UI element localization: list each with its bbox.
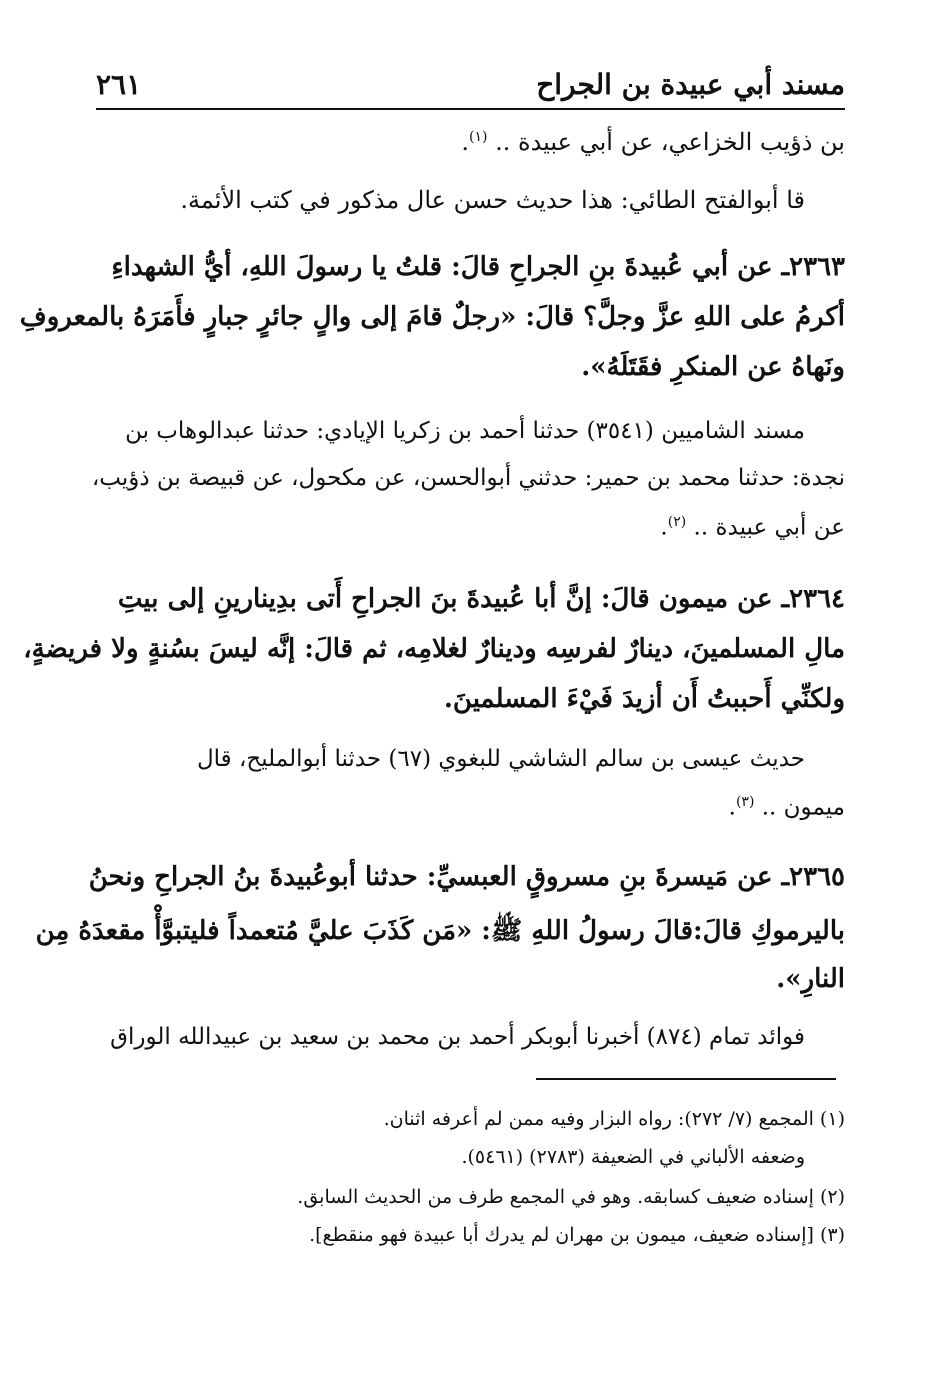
footnote-3: (٣) [إسناده ضعيف، ميمون بن مهران لم يدرك أبا عبيدة فهو منقطع].	[309, 1224, 845, 1246]
running-header	[96, 62, 845, 110]
footnote-1-continued: وضعفه الألباني في الضعيفة (٢٧٨٣) (٥٤٦١).	[461, 1146, 805, 1168]
hadith-2364-line: مالِ المسلمينَ، دينارٌ لفرسِه ودينارٌ لغلامِه، ثم قالَ: إنَّه ليسَ بسُنةٍ ولا فريضةٍ،	[23, 634, 845, 664]
running-title: مسند أبي عبيدة بن الجراح	[536, 68, 845, 101]
header-divider	[96, 108, 845, 110]
footnote-marker-3: (٣)	[735, 794, 755, 810]
footnote-2: (٢) إسناده ضعيف كسابقه. وهو في المجمع طرف من الحديث السابق.	[297, 1186, 845, 1208]
hadith-2363-line: ٢٣٦٣ـ عن أبي عُبيدةَ بنِ الجراحِ قالَ: قلتُ يا رسولَ اللهِ، أيُّ الشهداءِ	[111, 252, 845, 282]
source-line: نجدة: حدثنا محمد بن حمير: حدثني أبوالحسن، عن مكحول، عن قبيصة بن ذؤيب،	[91, 465, 845, 491]
source-line: حديث عيسى بن سالم الشاشي للبغوي (٦٧) حدثنا أبوالمليح، قال	[196, 746, 805, 772]
hadith-2365-line: باليرموكِ قالَ:قالَ رسولُ اللهِ ﷺ: «مَن كَذَبَ عليَّ مُتعمداً فليتبوَّأْ مقعدَهُ مِن	[35, 916, 845, 946]
hadith-2365-line: النارِ».	[776, 964, 845, 994]
source-line: عن أبي عبيدة .. $^{(٢)}$.	[660, 514, 845, 541]
source-line: مسند الشاميين (٣٥٤١) حدثنا أحمد بن زكريا الإيادي: حدثنا عبدالوهاب بن	[125, 418, 805, 444]
hadith-2365-line: ٢٣٦٥ـ عن مَيسرةَ بنِ مسروقٍ العبسيِّ: حدثنا أبوعُبيدةَ بنُ الجراحِ ونحنُ	[88, 862, 845, 892]
footnote-marker-2: (٢)	[667, 514, 687, 530]
footnote-1: (١) المجمع (٧/ ٢٧٢): رواه البزار وفيه ممن لم أعرفه اثنان.	[383, 1108, 845, 1130]
footnote-marker-1: (١)	[469, 129, 488, 145]
text-line: قا أبوالفتح الطائي: هذا حديث حسن عال مذكور في كتب الأئمة.	[180, 186, 805, 214]
text-line: بن ذؤيب الخزاعي، عن أبي عبيدة .. $^{(١)}$.	[461, 128, 845, 156]
hadith-2363-line: أكرمُ على اللهِ عزَّ وجلَّ؟ قالَ: «رجلٌ قامَ إلى والٍ جائرٍ جبارٍ فأَمَرَهُ بالمعروفِ	[19, 302, 845, 332]
hadith-2364-line: ولكنِّي أَحببتُ أَن أزيدَ فَيْءَ المسلمينَ.	[443, 684, 845, 714]
page-number: ٢٦١	[96, 68, 142, 101]
source-line: ميمون .. $^{(٣)}$.	[728, 794, 845, 821]
hadith-2364-line: ٢٣٦٤ـ عن ميمون قالَ: إنَّ أبا عُبيدةَ بنَ الجراحِ أَتى بدِينارينِ إلى بيتِ	[117, 584, 845, 614]
footnote-divider	[536, 1078, 836, 1080]
hadith-2363-line: ونَهاهُ عن المنكرِ فقَتَلَهُ».	[581, 352, 845, 382]
source-line: فوائد تمام (٨٧٤) أخبرنا أبوبكر أحمد بن محمد بن سعيد بن عبيدالله الوراق	[110, 1024, 805, 1050]
